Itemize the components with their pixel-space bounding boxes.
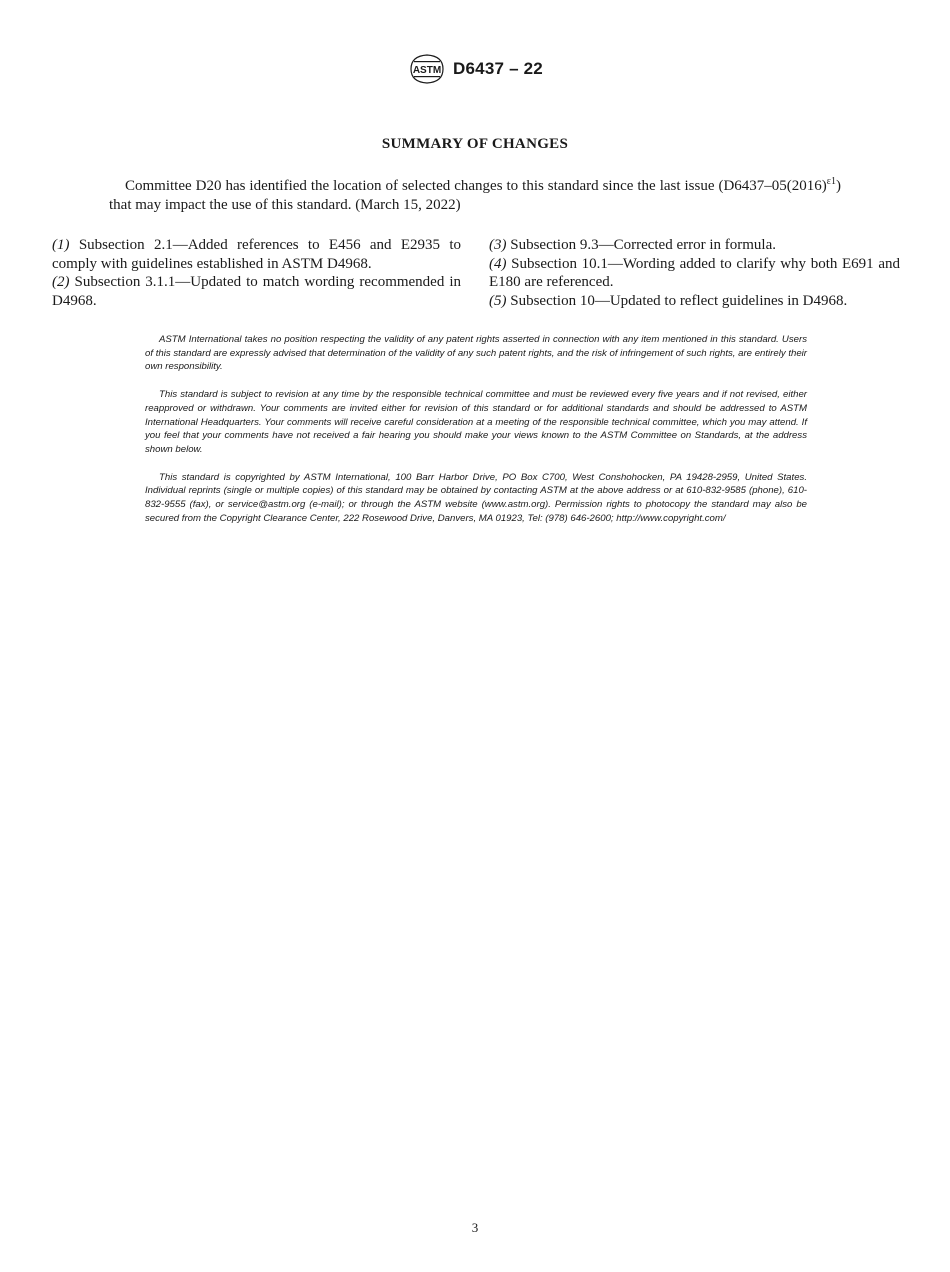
- astm-logo-icon: [407, 52, 447, 86]
- change-number: (1): [52, 237, 70, 253]
- change-item: [52, 273, 461, 310]
- change-number: (2): [52, 274, 70, 291]
- svg-text:ASTM: ASTM: [412, 65, 442, 76]
- change-number: (4): [489, 255, 507, 272]
- change-text: Subsection 10—Updated to reflect guidelines in D4968.: [506, 292, 848, 309]
- document-designation: D6437 – 22: [453, 59, 543, 78]
- revision-notice: This standard is subject to revision at any time by the responsible technical committee and must be reviewed every five years and if not revised, either reapproved or withdrawn. Your comments are invited either for revision of this standard or for additional standards and should be addressed to ASTM International Headquarters. Your comments will receive careful consideration at a meeting of the responsible technical committee, which you may attend. If you feel that your comments have not received a fair hearing you should make your views known to the ASTM Committee on Standards, at the address shown below.: [145, 389, 807, 455]
- changes-column-left: [52, 236, 461, 310]
- change-number: (3): [489, 237, 507, 253]
- page-number: 3: [471, 1220, 479, 1235]
- legal-notices: [145, 333, 807, 539]
- copyright-notice: This standard is copyrighted by ASTM International, 100 Barr Harbor Drive, PO Box C700, West Conshohocken, PA 19428-2959, United States. Individual reprints (single or multiple copies) of this standard may be obtained by contacting ASTM at the above address or at 610-832-9585 (phone), 610-832-9555 (fax), or service@astm.org (e-mail); or through the ASTM website (www.astm.org). Permission rights to photocopy the standard may also be secured from the Copyright Clearance Center, 222 Rosewood Drive, Danvers, MA 01923, Tel: (978) 646-2600; http://www.copyright.com/: [145, 471, 807, 524]
- intro-text-before: Committee D20 has identified the location of selected changes to this standard since the last issue (D6437–05(2016): [125, 178, 827, 194]
- intro-text-after: ) that may impact the use of this standard. (March 15, 2022): [109, 178, 841, 213]
- changes-column-right: [489, 236, 900, 310]
- patent-notice: ASTM International takes no position respecting the validity of any patent rights asserted in connection with any item mentioned in this standard. Users of this standard are expressly advised that determination of the validity of any such patent rights, and the risk of infringement of such rights, are entirely their own responsibility.: [145, 334, 807, 373]
- page-header: [0, 52, 950, 86]
- change-text: Subsection 2.1—Added references to E456 and E2935 to comply with guidelines established in ASTM D4968.: [52, 237, 461, 272]
- change-text: Subsection 3.1.1—Updated to match wording recommended in D4968.: [52, 274, 461, 309]
- change-text: Subsection 10.1—Wording added to clarify why both E691 and E180 are referenced.: [489, 255, 900, 291]
- change-number: (5): [489, 292, 507, 309]
- change-item: [489, 292, 900, 311]
- change-text: Subsection 9.3—Corrected error in formula.: [506, 237, 777, 253]
- intro-superscript: ε1: [826, 176, 836, 187]
- summary-title: SUMMARY OF CHANGES: [381, 136, 569, 152]
- summary-intro: [109, 177, 841, 215]
- change-item: [489, 236, 900, 255]
- change-item: [52, 236, 461, 273]
- change-item: [489, 255, 900, 292]
